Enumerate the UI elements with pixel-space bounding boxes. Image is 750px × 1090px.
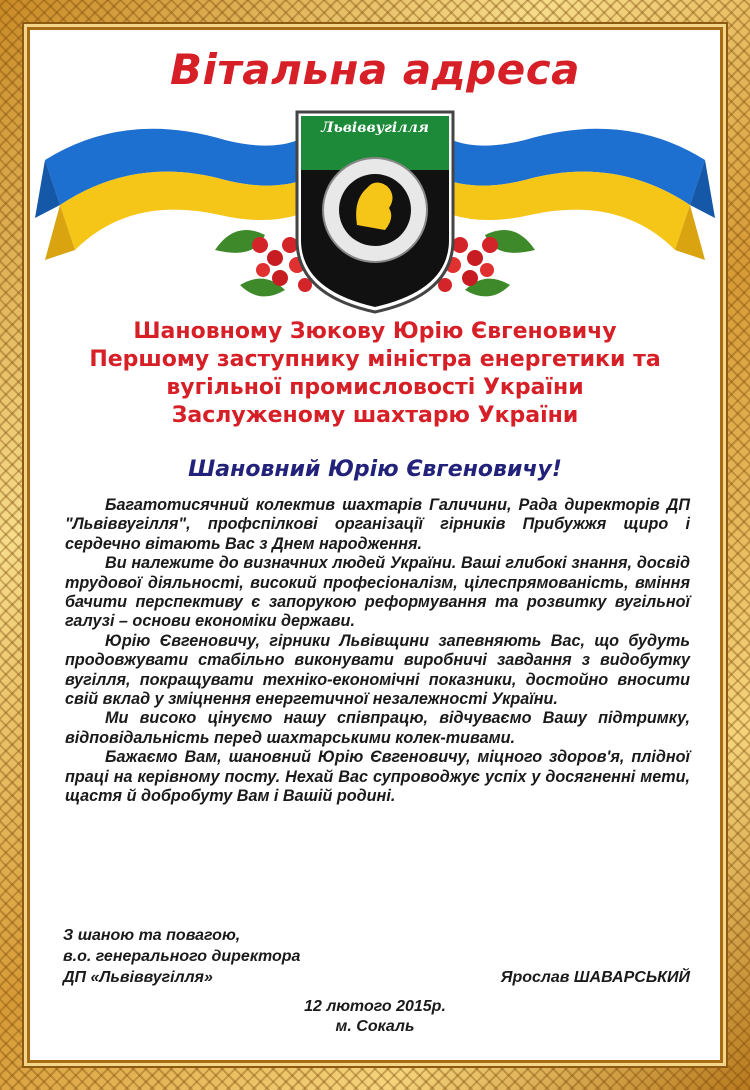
- signatory-name: Ярослав ШАВАРСЬКИЙ: [500, 969, 690, 986]
- paragraph: Ми високо цінуємо нашу співпрацю, відчуваємо Вашу підтримку, відповідальність перед шахтарськими колек-тивами.: [65, 709, 690, 747]
- emblem-with-ribbons: [35, 100, 715, 315]
- signature-line: ДП «Львіввугілля»: [63, 969, 213, 986]
- emblem-label: Львіввугілля: [321, 120, 429, 136]
- addressee-line: Заслуженому шахтарю України: [171, 403, 579, 428]
- date: 12 лютого 2015р.: [304, 998, 446, 1015]
- date-place-block: [0, 997, 750, 1037]
- paragraph: Юрію Євгеновичу, гірники Львівщини запевняють Вас, що будуть продовжувати стабільно виконувати виробничі завдання з видобутку вугілля, покращувати техніко-економічні показники, достойно вносити свій вклад у зміцнення енергетичної незалежності України.: [65, 631, 690, 709]
- paragraph: Бажаємо Вам, шановний Юрію Євгеновичу, міцного здоров'я, плідної праці на керівному посту. Нехай Вас супроводжує успіх у досягненні мети, щастя й добробуту Вам і Вашій родині.: [65, 748, 690, 806]
- coat-of-arms-icon: [297, 112, 453, 312]
- greeting: Шановний Юрію Євгеновичу!: [188, 457, 562, 482]
- signature-line: З шаною та повагою,: [63, 927, 241, 944]
- addressee-block: [40, 318, 710, 430]
- paragraph: Ви належите до визначних людей України. Ваші глибокі знання, досвід трудової діяльності, високий професіоналізм, цілеспрямованість, вміння бачити перспективу є запорукою реформування та розвитку вугільної галузі – основи економіки держави.: [65, 554, 690, 631]
- signature-line: в.о. генерального директора: [63, 948, 301, 965]
- addressee-line: Першому заступнику міністра енергетики та: [89, 347, 661, 372]
- paragraph: Багатотисячний колектив шахтарів Галичини, Рада директорів ДП "Львіввугілля", профспілкові організації гірників Прибужжя щиро і сердечно вітають Вас з Днем народження.: [65, 496, 690, 553]
- document-title: Вітальна адреса: [170, 45, 580, 94]
- signature-block: [63, 925, 300, 988]
- addressee-line: Шановному Зюкову Юрію Євгеновичу: [133, 319, 617, 344]
- addressee-line: вугільної промисловості України: [166, 375, 584, 400]
- place: м. Сокаль: [335, 1018, 415, 1035]
- body-text: [65, 496, 690, 807]
